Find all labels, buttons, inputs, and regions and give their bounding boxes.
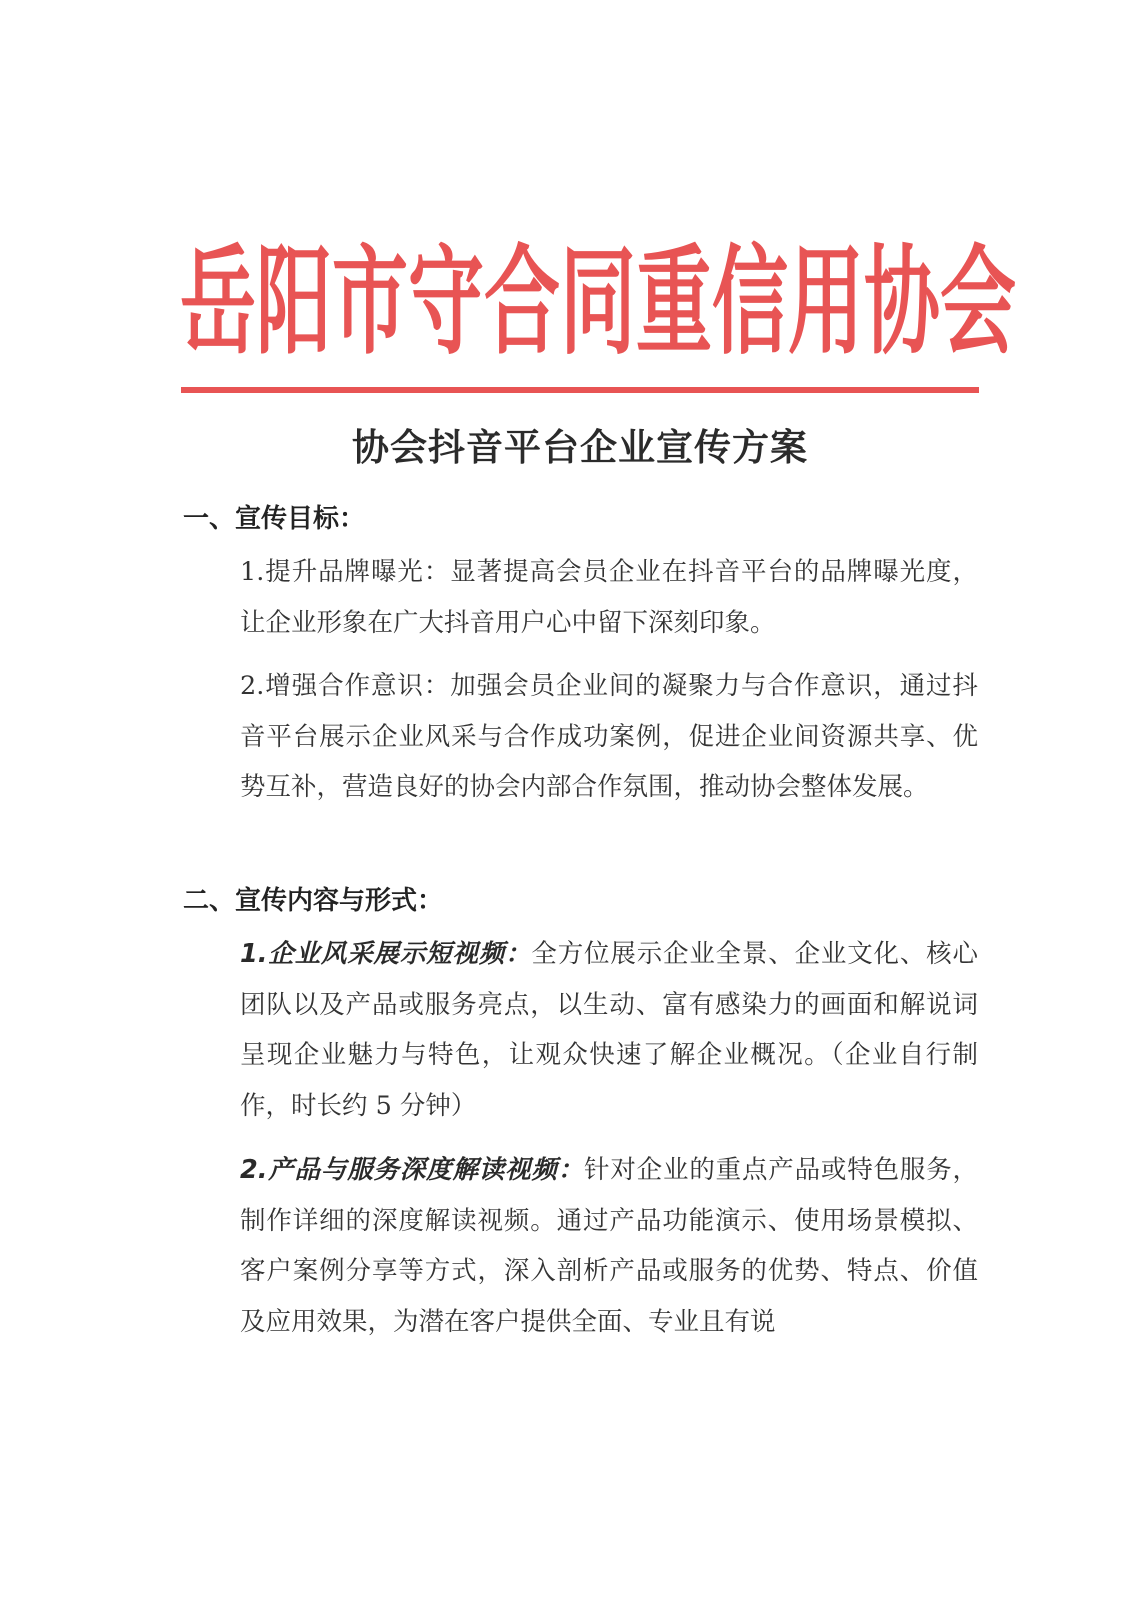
- letterhead-char: 会: [940, 232, 1016, 371]
- paragraph-text: 2.增强合作意识：加强会员企业间的凝聚力与合作意识，通过抖音平台展示企业风采与合作成功案例，促进企业间资源共享、优势互补，营造良好的协会内部合作氛围，推动协会整体发展。: [240, 671, 978, 802]
- paragraph-lead: 1.企业风采展示短视频：: [240, 939, 532, 969]
- letterhead-divider: [181, 387, 979, 393]
- letterhead-char: 协: [864, 232, 940, 371]
- paragraph-text: 针对企业的重点产品或特色服务，制作详细的深度解读视频。通过产品功能演示、使用场景模拟、客户案例分享等方式，深入剖析产品或服务的优势、特点、价值及应用效果，为潜在客户提供全面、专业且有说: [240, 1155, 978, 1337]
- paragraph-text: 全方位展示企业全景、企业文化、核心团队以及产品或服务亮点，以生动、富有感染力的画面和解说词呈现企业魅力与特色，让观众快速了解企业概况。（企业自行制作，时长约 5 分钟）: [240, 939, 978, 1121]
- letterhead-char: 用: [788, 232, 864, 371]
- paragraph-text: 1.提升品牌曝光：显著提高会员企业在抖音平台的品牌曝光度，让企业形象在广大抖音用户心中留下深刻印象。: [240, 557, 978, 638]
- letterhead-char: 同: [560, 232, 636, 371]
- letterhead-org-name: [180, 232, 1016, 372]
- section-heading-content: 二、宣传内容与形式：: [183, 886, 444, 916]
- letterhead-char: 合: [484, 232, 560, 371]
- letterhead-char: 守: [408, 232, 484, 371]
- section-heading-goals: 一、宣传目标：: [183, 504, 366, 534]
- letterhead-char: 信: [712, 232, 788, 371]
- paragraph-goal-2: [240, 661, 978, 813]
- paragraph-goal-1: [240, 547, 978, 648]
- paragraph-content-1: [240, 929, 978, 1131]
- letterhead-char: 市: [332, 232, 408, 371]
- document-title: 协会抖音平台企业宣传方案: [352, 426, 808, 469]
- paragraph-content-2: [240, 1145, 978, 1347]
- paragraph-lead: 2.产品与服务深度解读视频：: [240, 1155, 585, 1185]
- letterhead-char: 岳: [180, 232, 256, 371]
- letterhead-char: 重: [636, 232, 712, 371]
- letterhead-char: 阳: [256, 232, 332, 371]
